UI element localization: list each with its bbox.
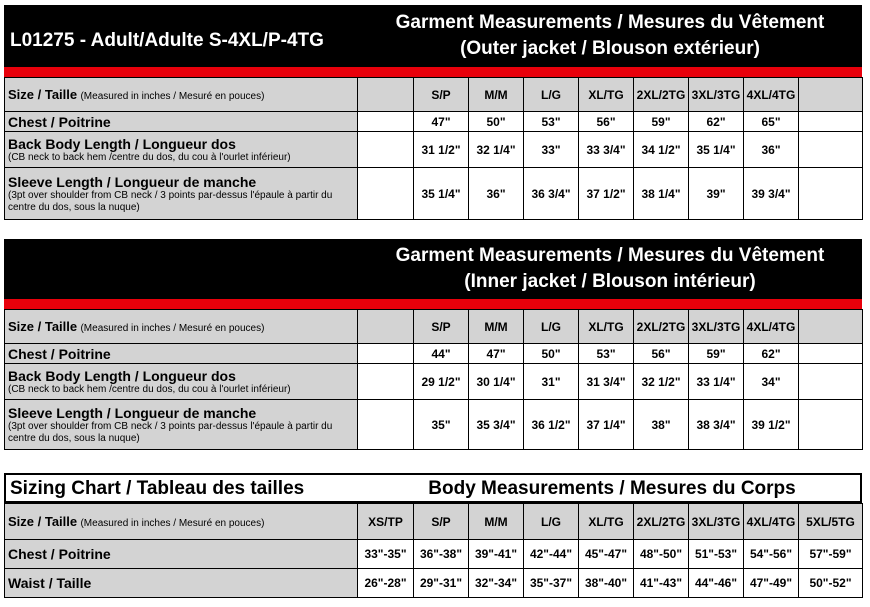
value-cell: 36" [744,132,799,168]
row-sublabel: (3pt over shoulder from CB neck / 3 points par-dessus l'épaule à partir du centre du dos, sous la nuque) [8,420,333,444]
row-sublabel: (CB neck to back hem /centre du dos, du cou à l'ourlet inférieur) [8,151,291,163]
value-cell: 39 1/2" [744,400,799,450]
size-label-cell: Size / Taille (Measured in inches / Mesuré en pouces) [5,78,358,112]
size-header: 4XL/4TG [744,78,799,112]
value-cell: 32 1/2" [634,364,689,400]
table-row [5,540,863,569]
value-cell: 53" [524,112,579,132]
inner-jacket-section [4,239,862,450]
value-cell: 41"-43" [634,569,689,598]
inner-title-line2: (Inner jacket / Blouson intérieur) [464,271,756,292]
value-cell: 38 1/4" [634,168,689,220]
row-sublabel: (3pt over shoulder from CB neck / 3 points par-dessus l'épaule à partir du centre du dos, sous la nuque) [8,189,333,213]
value-cell: 33 1/4" [689,364,744,400]
outer-measurements-table [4,77,863,220]
table-row [5,132,863,168]
value-cell: 39" [689,168,744,220]
value-cell: 36 1/2" [524,400,579,450]
value-cell: 59" [689,344,744,364]
size-header: 5XL/5TG [799,504,863,540]
outer-title-line2: (Outer jacket / Blouson extérieur) [460,38,760,59]
size-header: S/P [414,504,469,540]
value-cell: 33 3/4" [579,132,634,168]
value-cell: 35 1/4" [414,168,469,220]
table-row [5,344,863,364]
row-label: Chest / Poitrine [8,113,111,130]
body-measurements-table [4,503,863,598]
value-cell: 31 1/2" [414,132,469,168]
value-cell: 45"-47" [579,540,634,569]
value-cell: 35"-37" [524,569,579,598]
value-cell: 29 1/2" [414,364,469,400]
value-cell: 36"-38" [414,540,469,569]
size-header: 2XL/2TG [634,78,689,112]
row-label: Sleeve Length / Longueur de manche [8,173,257,190]
table-row [5,400,863,450]
value-cell: 47" [414,112,469,132]
value-cell: 34" [744,364,799,400]
value-cell: 62" [744,344,799,364]
size-header: 3XL/3TG [689,504,744,540]
size-header: 4XL/4TG [744,504,799,540]
value-cell: 37 1/2" [579,168,634,220]
size-header: 3XL/3TG [689,310,744,344]
value-cell: 31 3/4" [579,364,634,400]
size-header: 2XL/2TG [634,504,689,540]
table-row [5,504,863,540]
value-cell: 51"-53" [689,540,744,569]
body-measurements-title: Body Measurements / Mesures du Corps [428,478,796,499]
value-cell: 56" [634,344,689,364]
value-cell: 53" [579,344,634,364]
size-header: 4XL/4TG [744,310,799,344]
row-sublabel: (CB neck to back hem /centre du dos, du cou à l'ourlet inférieur) [8,383,291,395]
value-cell: 65" [744,112,799,132]
red-divider [4,299,862,309]
table-row [5,78,863,112]
value-cell: 26"-28" [358,569,414,598]
value-cell: 39 3/4" [744,168,799,220]
value-cell: 44"-46" [689,569,744,598]
value-cell: 29"-31" [414,569,469,598]
value-cell: 54"-56" [744,540,799,569]
value-cell: 36 3/4" [524,168,579,220]
size-header: 2XL/2TG [634,310,689,344]
row-label: Back Body Length / Longueur dos [8,367,236,384]
value-cell: 36" [469,168,524,220]
value-cell: 35" [414,400,469,450]
body-header [4,473,862,503]
outer-title-line1: Garment Measurements / Mesures du Vêtement [395,12,825,33]
value-cell: 31" [524,364,579,400]
value-cell: 35 1/4" [689,132,744,168]
value-cell: 32"-34" [469,569,524,598]
size-header: XL/TG [579,78,634,112]
size-header: XL/TG [579,504,634,540]
inner-title [360,243,860,295]
value-cell: 38"-40" [579,569,634,598]
size-label-cell: Size / Taille (Measured in inches / Mesuré en pouces) [5,504,358,540]
sizing-chart-title: Sizing Chart / Tableau des tailles [10,478,305,499]
table-row [5,364,863,400]
inner-measurements-table [4,309,863,450]
row-label: Chest / Poitrine [8,546,111,562]
size-header: L/G [524,78,579,112]
value-cell: 50" [524,344,579,364]
value-cell: 47" [469,344,524,364]
value-cell: 33"-35" [358,540,414,569]
value-cell: 57"-59" [799,540,863,569]
size-header: M/M [469,78,524,112]
size-label-cell: Size / Taille (Measured in inches / Mesuré en pouces) [5,310,358,344]
row-label: Back Body Length / Longueur dos [8,135,236,152]
value-cell: 30 1/4" [469,364,524,400]
value-cell: 38" [634,400,689,450]
row-label: Waist / Taille [8,575,92,591]
table-row [5,168,863,220]
value-cell: 48"-50" [634,540,689,569]
inner-header [4,239,862,299]
value-cell: 62" [689,112,744,132]
size-header: M/M [469,310,524,344]
value-cell: 39"-41" [469,540,524,569]
value-cell: 42"-44" [524,540,579,569]
row-label: Chest / Poitrine [8,345,111,362]
table-row [5,310,863,344]
value-cell: 32 1/4" [469,132,524,168]
value-cell: 56" [579,112,634,132]
size-header: M/M [469,504,524,540]
value-cell: 50" [469,112,524,132]
size-header: XS/TP [358,504,414,540]
body-measurements-section [4,473,862,598]
size-header: L/G [524,504,579,540]
value-cell: 47"-49" [744,569,799,598]
red-divider [4,67,862,77]
value-cell: 33" [524,132,579,168]
size-header: XL/TG [579,310,634,344]
table-row [5,569,863,598]
table-row [5,112,863,132]
outer-header [4,5,862,67]
size-header: S/P [414,310,469,344]
inner-title-line1: Garment Measurements / Mesures du Vêtement [395,245,825,266]
outer-jacket-section [4,5,862,220]
size-header: 3XL/3TG [689,78,744,112]
value-cell: 34 1/2" [634,132,689,168]
value-cell: 50"-52" [799,569,863,598]
value-cell: 38 3/4" [689,400,744,450]
row-label: Sleeve Length / Longueur de manche [8,404,257,421]
size-header: S/P [414,78,469,112]
outer-title [360,10,860,62]
value-cell: 44" [414,344,469,364]
size-header: L/G [524,310,579,344]
value-cell: 35 3/4" [469,400,524,450]
value-cell: 37 1/4" [579,400,634,450]
value-cell: 59" [634,112,689,132]
product-title: L01275 - Adult/Adulte S-4XL/P-4TG [10,30,324,51]
